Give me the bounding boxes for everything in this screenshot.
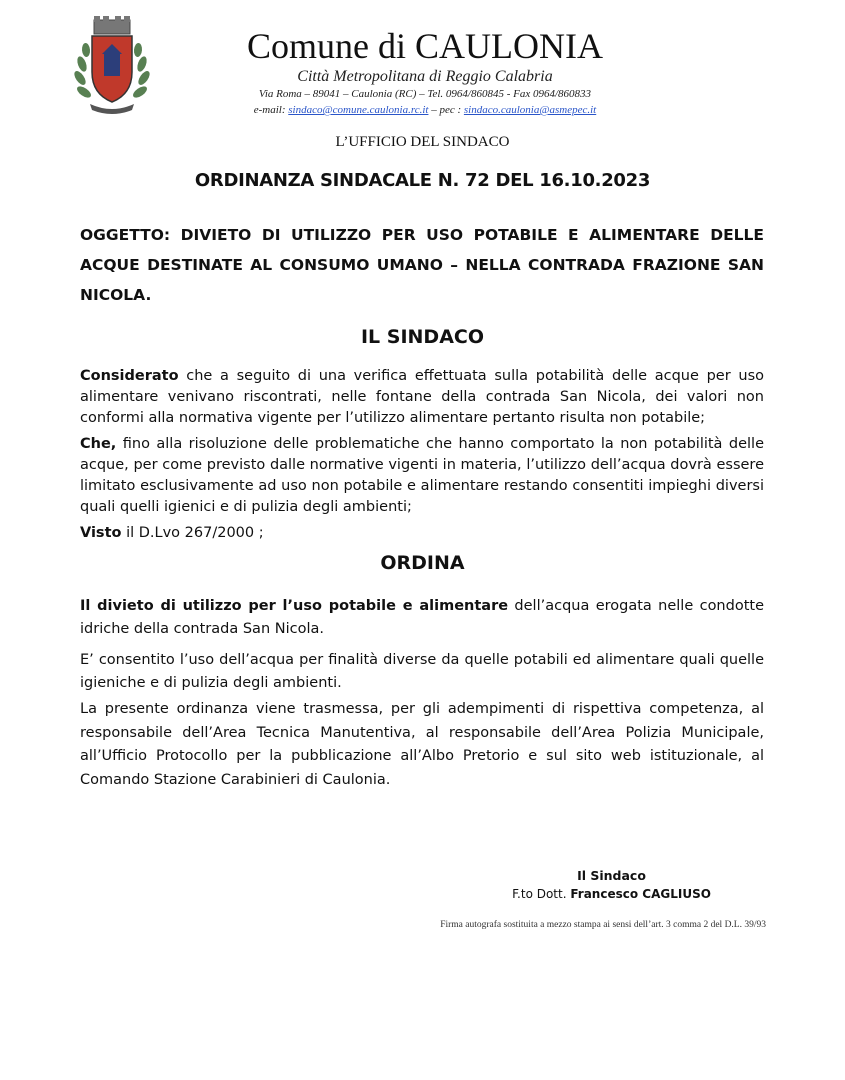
consentito-paragraph: E’ consentito l’uso dell’acqua per finalità diverse da quelle potabili ed alimentare quali quelle igieniche e di pulizia degli ambienti. <box>80 652 764 691</box>
subject-paragraph: OGGETTO: DIVIETO DI UTILIZZO PER USO POTABILE E ALIMENTARE DELLE ACQUE DESTINATE AL CONSUMO UMANO – NELLA CONTRADA FRAZIONE SAN NICOLA. <box>80 226 764 304</box>
signature-role: Il Sindaco <box>577 868 646 883</box>
visto-text: il D.Lvo 267/2000 ; <box>121 525 264 541</box>
che-text: fino alla risoluzione delle problematiche che hanno comportato la non potabilità delle acque, per come previsto dalle normative vigenti in materia, l’utilizzo dell’acqua dovrà essere limitato esclusivamente ad uso non potabile e alimentare restando consentiti impieghi diversi quali quelli igienici e di pulizia degli ambienti; <box>80 436 764 515</box>
considerato-lead: Considerato <box>80 368 179 384</box>
heading-ordina: ORDINA <box>380 552 465 574</box>
address-line: Via Roma – 89041 – Caulonia (RC) – Tel. 0964/860845 - Fax 0964/860833 <box>258 88 592 100</box>
considerato-text: che a seguito di una verifica effettuata sulla potabilità delle acque per uso alimentare venivano riscontrati, nelle fontane della contrada San Nicola, dei valori non conformi alla normativa vigente per l’utilizzo alimentare pertanto risulta non potabile; <box>80 368 764 426</box>
considerato-paragraph <box>80 366 764 429</box>
municipality-title: Comune di CAULONIA <box>247 26 603 66</box>
che-lead: Che, <box>80 436 117 452</box>
signature-prefix: F.to Dott. <box>512 887 571 901</box>
divieto-lead: Il divieto di utilizzo per l’uso potabile e alimentare <box>80 598 509 614</box>
divieto-paragraph <box>80 595 764 641</box>
coat-of-arms-logo <box>72 14 152 118</box>
signature-footnote: Firma autografa sostituita a mezzo stampa ai sensi dell’art. 3 comma 2 del D.L. 39/93 <box>440 920 766 930</box>
che-paragraph <box>80 434 764 518</box>
heading-il-sindaco: IL SINDACO <box>360 326 485 348</box>
visto-paragraph <box>80 523 764 544</box>
pec-label: – pec : <box>431 104 462 116</box>
divieto-text: dell’acqua erogata nelle condotte idriche della contrada San Nicola. <box>80 598 764 637</box>
metropolitan-city-subtitle: Città Metropolitana di Reggio Calabria <box>297 68 553 85</box>
signature-name: Francesco CAGLIUSO <box>570 887 711 901</box>
pec-link[interactable]: sindaco.caulonia@asmepec.it <box>463 104 597 116</box>
office-label: L’UFFICIO DEL SINDACO <box>335 134 510 150</box>
contact-line <box>170 104 680 116</box>
signature-name-line <box>440 887 783 901</box>
visto-lead: Visto <box>80 525 122 541</box>
ordinance-title: ORDINANZA SINDACALE N. 72 DEL 16.10.2023 <box>194 170 651 191</box>
trasmessa-paragraph: La presente ordinanza viene trasmessa, per gli adempimenti di rispettiva competenza, al responsabile dell’Area Tecnica Manutentiva, al responsabile dell’Area Polizia Municipale, all’Ufficio Protocollo per la pubblicazione all’Albo Pretorio e sul sito web istituzionale, al Comando Stazione Carabinieri di Caulonia. <box>80 701 764 788</box>
email-label: e-mail: <box>253 104 286 116</box>
email-link[interactable]: sindaco@comune.caulonia.rc.it <box>288 104 429 116</box>
